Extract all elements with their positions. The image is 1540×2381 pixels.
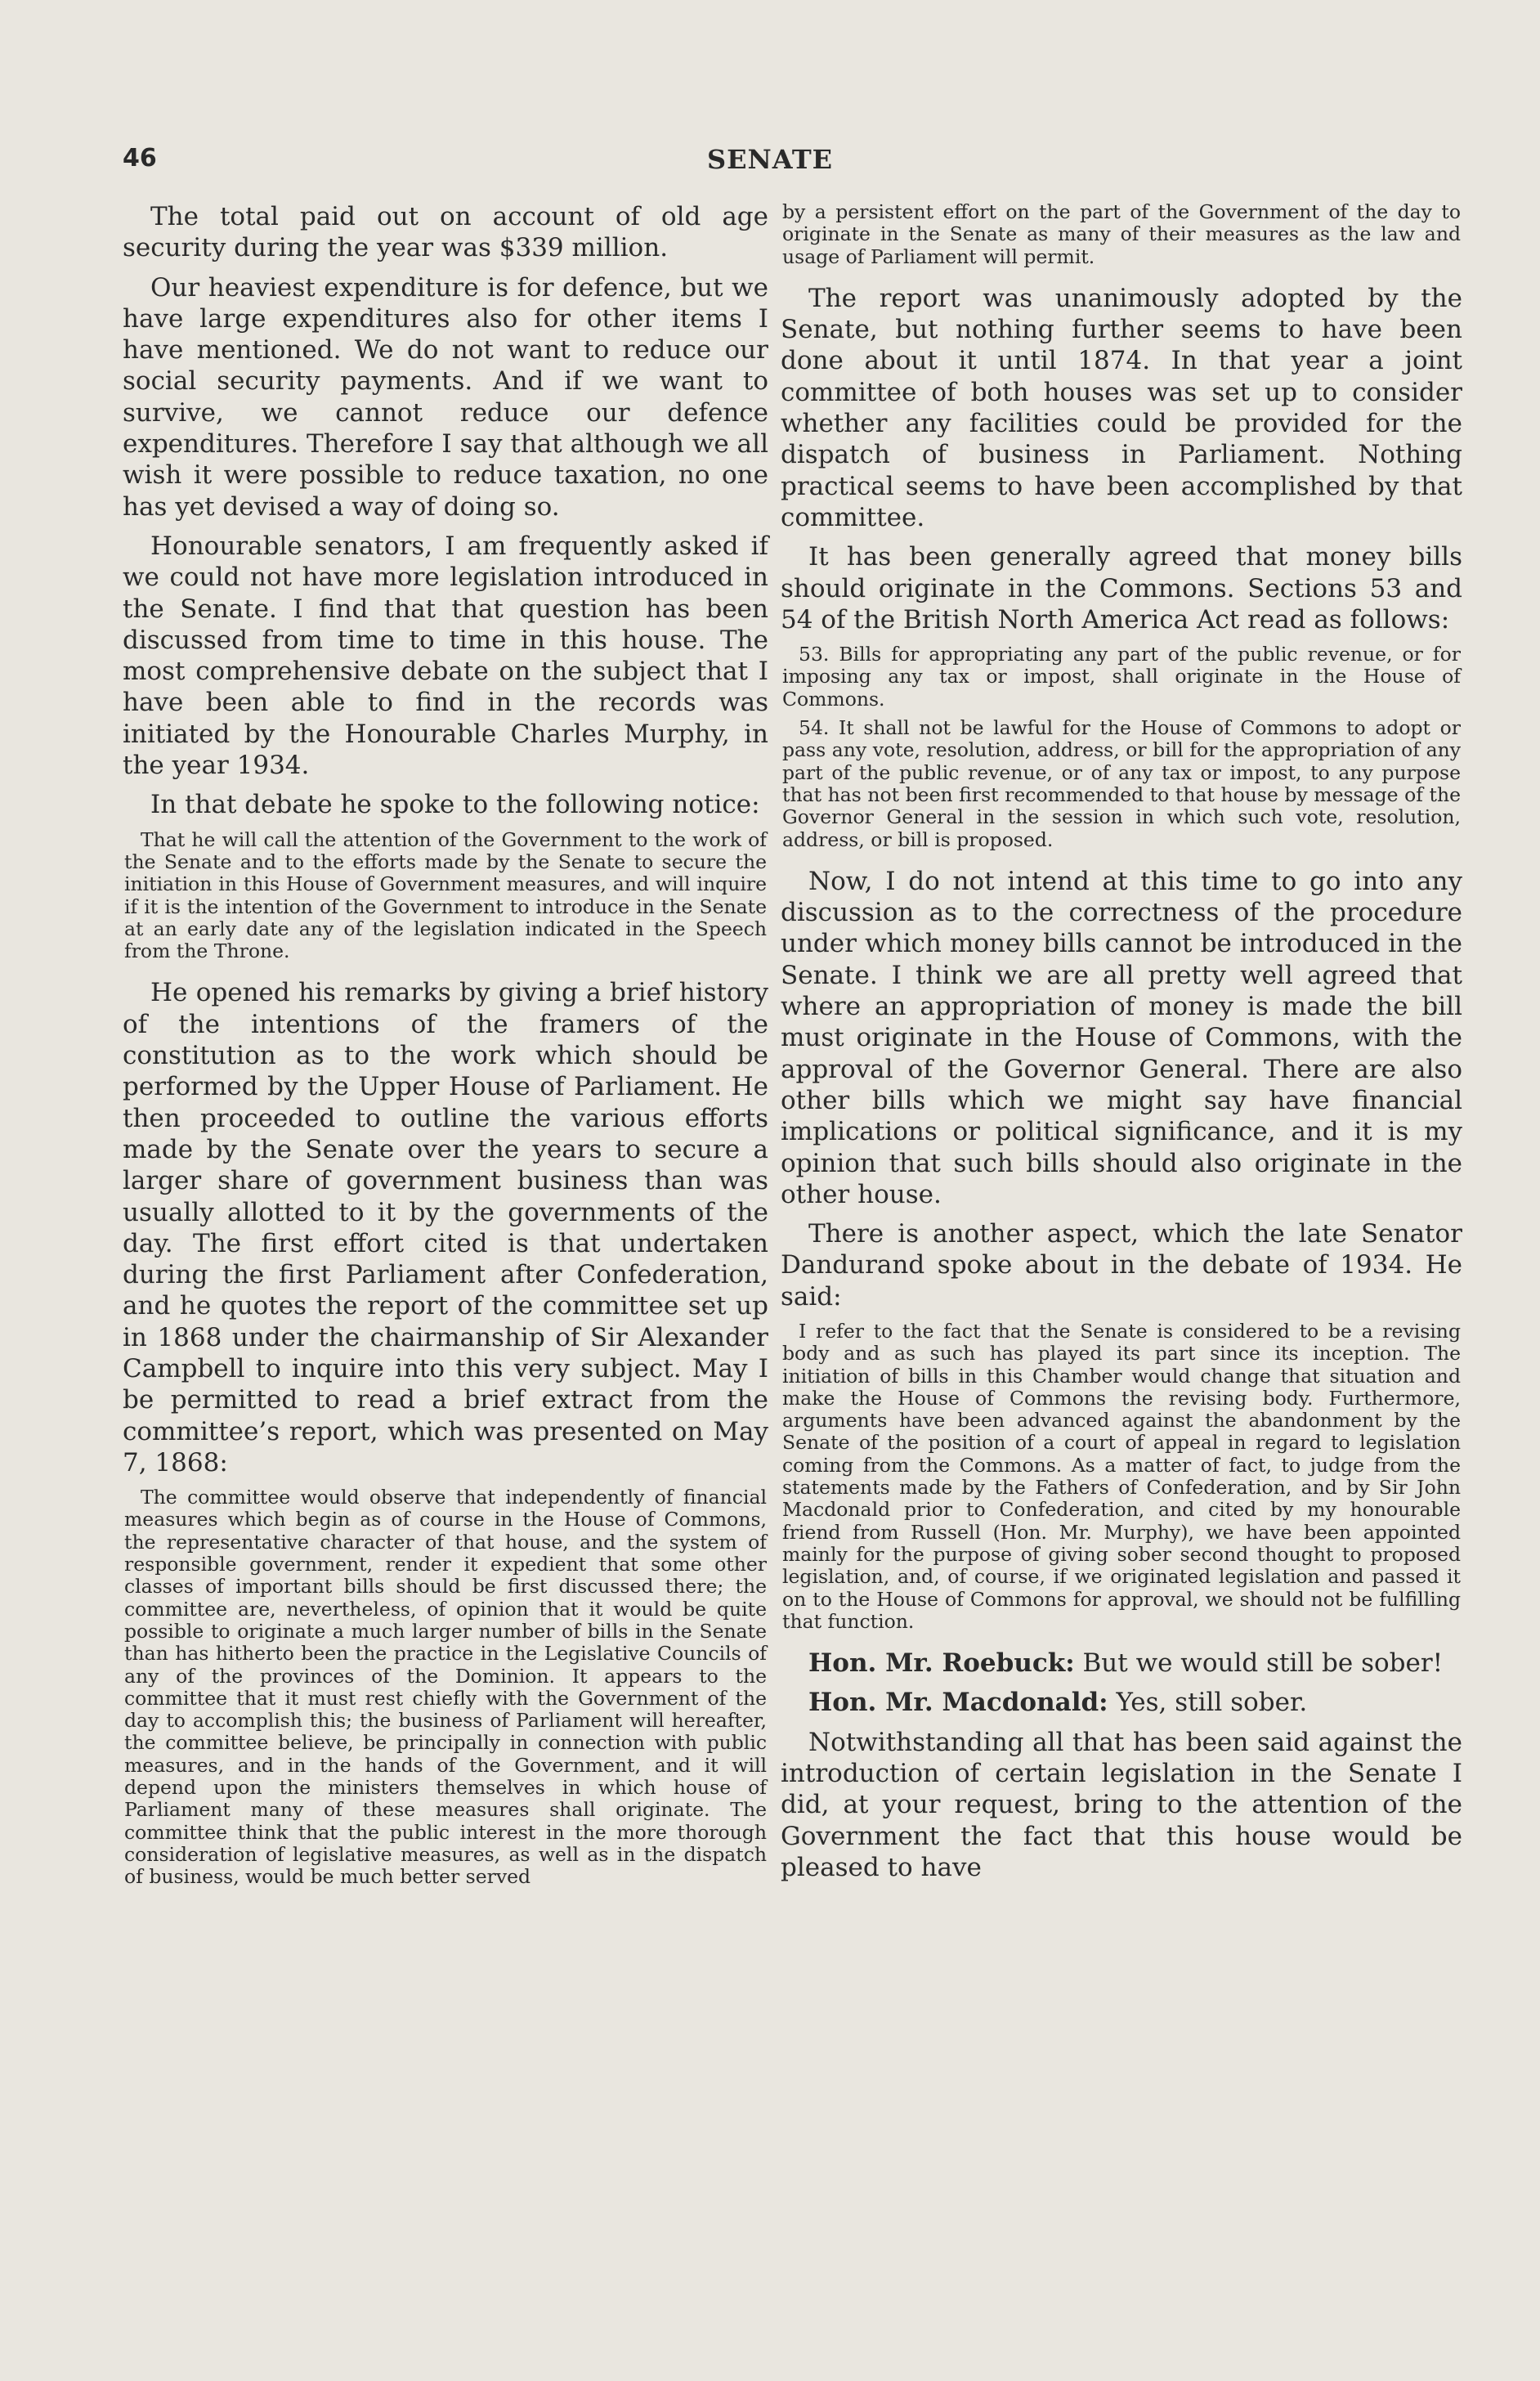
paragraph: Now, I do not intend at this time to go into any discussion as to the correctness of the procedure under which money bills cannot be introduced in the Senate. I think we are all pretty well agreed that where an appropriation of money is made the bill must originate in the House of Commons, with the approval of the Governor General. There are also other bills which we might say have financial implications or political significance, and it is my opinion that such bills should also originate in the other house. <box>781 866 1462 1209</box>
speech-text: But we would still be sober! <box>1082 1648 1444 1679</box>
block-quote-section-53: 53. Bills for appropriating any part of the public revenue, or for imposing any tax or impost, shall originate in the House of Commons. <box>782 643 1461 711</box>
page-header <box>123 144 1417 185</box>
paragraph: He opened his remarks by giving a brief history of the intentions of the framers of the constitution as to the work which should be performed by the Upper House of Parliament. He then proceeded to outline the various efforts made by the Senate over the years to secure a larger share of government business than was usually allotted to it by the governments of the day. The first effort cited is that undertaken during the first Parliament after Confederation, and he quotes the report of the committee set up in 1868 under the chairmanship of Sir Alexander Campbell to inquire into this very subject. May I be permitted to read a brief extract from the committee’s report, which was presented on May 7, 1868: <box>123 978 768 1477</box>
speech-text: Yes, still sober. <box>1116 1688 1308 1718</box>
paragraph: The total paid out on account of old age security during the year was $339 million. <box>123 202 768 263</box>
paragraph: Honourable senators, I am frequently asked if we could not have more legislation introduced in the Senate. I find that that question has been discussed from time to time in this house. The most comprehensive debate on the subject that I have been able to find in the records was initiated by the Honourable Charles Murphy, in the year 1934. <box>123 531 768 781</box>
block-quote-section-54: 54. It shall not be lawful for the House of Commons to adopt or pass any vote, resolution, address, or bill for the appropriation of any part of the public revenue, or of any tax or impost, to any purpose that has not been first recommended to that house by message of the Governor General in the session in which such vote, resolution, address, or bill is proposed. <box>782 716 1461 851</box>
block-quote-continuation: by a persistent effort on the part of the Government of the day to originate in the Senate as many of their measures as the law and usage of Parliament will permit. <box>782 200 1461 268</box>
running-head: SENATE <box>706 144 834 175</box>
paragraph: Notwithstanding all that has been said against the introduction of certain legislation in the Senate I did, at your request, bring to the attention of the Government the fact that this house would be pleased to have <box>781 1727 1462 1882</box>
speaker-name: Hon. Mr. Roebuck: <box>808 1648 1075 1679</box>
block-quote: I refer to the fact that the Senate is considered to be a revising body and as such has played its part since its inception. The initiation of bills in this Chamber would change that situation and make the House of Commons the revising body. Furthermore, arguments have been advanced against the abandonment by the Senate of the position of a court of appeal in regard to legislation coming from the Commons. As a matter of fact, to judge from the statements made by the Fathers of Confederation, and by Sir John Macdonald prior to Confederation, and cited by my honourable friend from Russell (Hon. Mr. Murphy), we have been appointed mainly for the purpose of giving sober second thought to proposed legislation, and, of course, if we originated legislation and passed it on to the House of Commons for approval, we should not be fulfilling that function. <box>782 1319 1461 1633</box>
paragraph: In that debate he spoke to the following notice: <box>150 790 760 820</box>
paragraph: Our heaviest expenditure is for defence, but we have large expenditures also for other items I have mentioned. We do not want to reduce our social security payments. And if we want to survive, we cannot reduce our defence expenditures. Therefore I say that although we all wish it were possible to reduce taxation, no one has yet devised a way of doing so. <box>123 272 768 522</box>
right-column <box>781 201 1462 1891</box>
speech-macdonald <box>781 1687 1462 1718</box>
block-quote: That he will call the attention of the Government to the work of the Senate and to the efforts made by the Senate to secure the initiation in this House of Government measures, and will inquire if it is the intention of the Government to introduce in the Senate at an early date any of the legislation indicated in the Speech from the Throne. <box>124 827 767 963</box>
speaker-name: Hon. Mr. Macdonald: <box>808 1688 1108 1718</box>
left-column <box>123 201 768 1903</box>
speech-roebuck <box>781 1648 1462 1679</box>
paragraph: The report was unanimously adopted by the Senate, but nothing further seems to have been done about it until 1874. In that year a joint committee of both houses was set up to consider whether any facilities could be provided for the dispatch of business in Parliament. Nothing practical seems to have been accomplished by that committee. <box>781 283 1462 532</box>
page-number: 46 <box>123 144 157 173</box>
block-quote: The committee would observe that independently of financial measures which begin as of course in the House of Commons, the representative character of that house, and the system of responsible government, render it expedient that some other classes of important bills should be first discussed there; the committee are, nevertheless, of opinion that it would be quite possible to originate a much larger number of bills in the Senate than has hitherto been the practice in the Legislative Councils of any of the provinces of the Dominion. It appears to the committee that it must rest chiefly with the Government of the day to accomplish this; the business of Parliament will hereafter, the committee believe, be principally in connection with public measures, and in the hands of the Government, and it will depend upon the ministers themselves in which house of Parliament many of these measures shall originate. The committee think that the public interest in the more thorough consideration of legislative measures, as well as in the dispatch of business, would be much better served <box>124 1486 767 1889</box>
paragraph: There is another aspect, which the late Senator Dandurand spoke about in the debate of 1934. He said: <box>781 1219 1462 1312</box>
paragraph: It has been generally agreed that money bills should originate in the Commons. Sections 53 and 54 of the British North America Act read as follows: <box>781 542 1462 634</box>
